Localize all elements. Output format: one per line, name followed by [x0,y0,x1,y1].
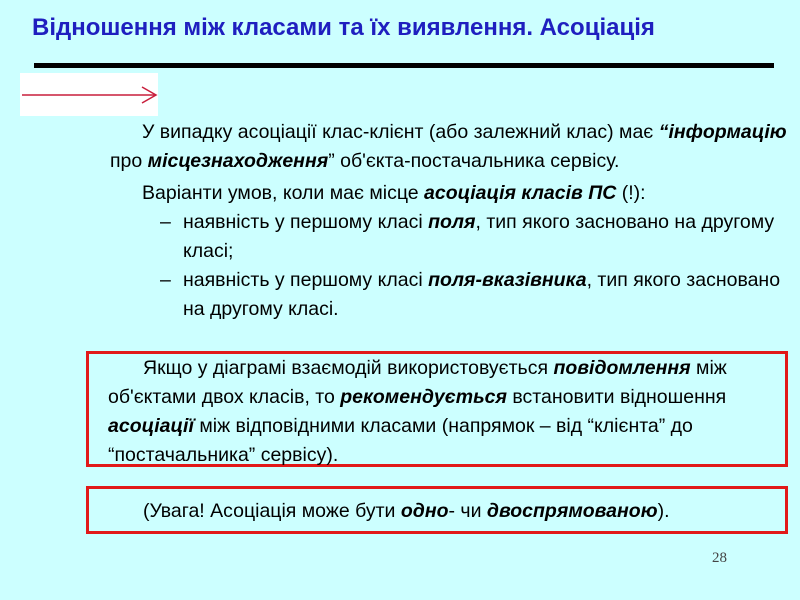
list-dash: – [160,269,171,291]
list-item: – наявність у першому класі поля, тип якого засновано на другому класі; [110,208,790,266]
emphasis-message: повідомлення [553,357,691,379]
highlight-box-recommendation [86,351,788,467]
emphasis-field: поля [428,211,476,233]
paragraph-recommendation: Якщо у діаграмі взаємодій використовується повідомлення між об'єктами двох класів, то рекомендується встановити відношення асоціації між відповідними класами (напрямок – від “клієнта” до “постачальника” сервісу). [108,357,727,466]
emphasis-class-association: асоціація класів ПС [424,182,617,204]
paragraph-conditions: Варіанти умов, коли має місце асоціація класів ПС (!): [142,182,646,204]
slide-title: Відношення між класами та їх виявлення. Асоціація [32,14,655,41]
emphasis-recommended: рекомендується [340,386,507,408]
paragraph-association-definition: У випадку асоціації клас-клієнт (або залежний клас) має “інформацію про місцезнаходження” об'єкта-постачальника сервісу. [110,121,787,172]
association-arrow-icon [20,73,158,116]
emphasis-association: асоціації [108,415,194,437]
emphasis-location: місцезнаходження [147,150,329,172]
emphasis-unidirectional: одно [400,500,449,522]
slide-body [110,118,790,324]
emphasis-information: “інформацію [658,121,787,143]
highlight-box-note [86,486,788,534]
list-dash: – [160,211,171,233]
list-item: – наявність у першому класі поля-вказівника, тип якого засновано на другому класі. [110,266,790,324]
emphasis-bidirectional: двоспрямованою [486,500,658,522]
emphasis-pointer-field: поля-вказівника [428,269,587,291]
page-number: 28 [712,550,727,566]
paragraph-note: (Увага! Асоціація може бути одно- чи двоспрямованою). [143,500,670,522]
title-underline [34,63,774,68]
